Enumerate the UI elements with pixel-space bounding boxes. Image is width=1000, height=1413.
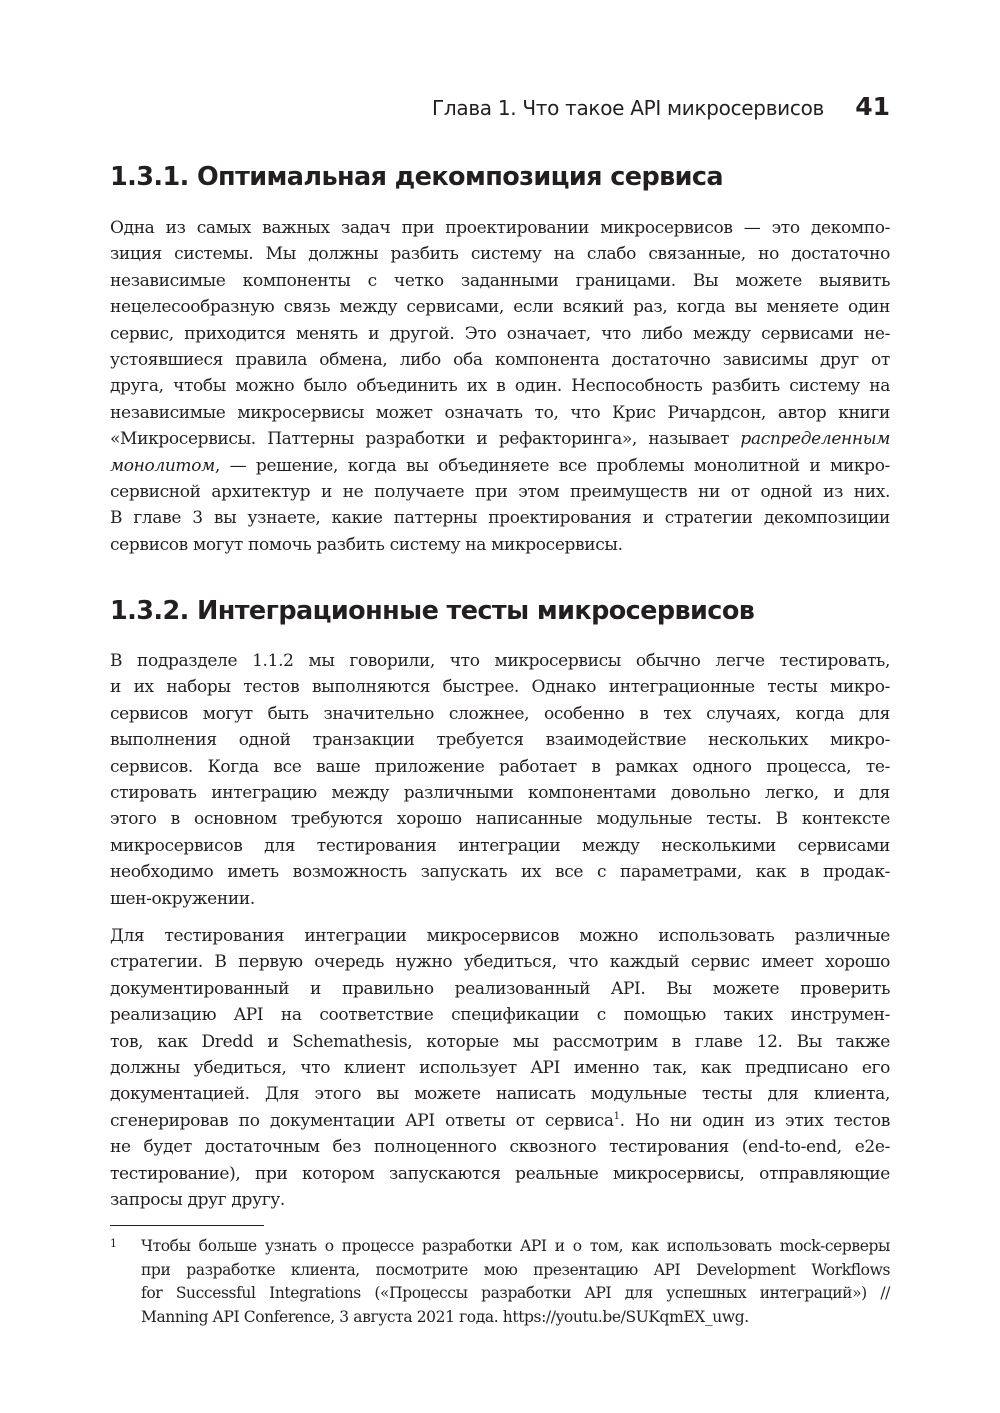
footnote-line: при разработке клиента, посмотрите мою презентацию API Development Workflows	[141, 1260, 890, 1279]
text-line: документированный и правильно реализованный API. Вы можете проверить	[110, 978, 890, 999]
text-line: должны убедиться, что клиент использует API именно так, как предписано его	[110, 1057, 890, 1078]
text-line: стратегии. В первую очередь нужно убедиться, что каждый сервис имеет хорошо	[110, 952, 890, 973]
text-line: сервисной архитектур и не получаете при этом преимуществ ни от одной из них.	[110, 481, 890, 502]
text-line: тов, как Dredd и Schemathesis, которые мы рассмотрим в главе 12. Вы также	[110, 1031, 890, 1052]
text-line: независимые компоненты с четко заданными границами. Вы можете выявить	[110, 270, 890, 291]
text-line: сервисов могут помочь разбить систему на микросервисы.	[110, 534, 623, 555]
footnote	[110, 1235, 890, 1329]
text-line: В главе 3 вы узнаете, какие паттерны проектирования и стратегии декомпозиции	[110, 508, 890, 529]
text-line: независимые микросервисы может означать то, что Крис Ричардсон, автор книги	[110, 402, 890, 423]
text-line: стировать интеграцию между различными компонентами довольно легко, и для	[110, 782, 890, 803]
text-line: друга, чтобы можно было объединить их в один. Неспособность разбить систему на	[110, 376, 890, 397]
text-line: зиция системы. Мы должны разбить систему на слабо связанные, но достаточно	[110, 244, 890, 265]
text-line: этого в основном требуются хорошо написанные модульные тесты. В контексте	[110, 809, 890, 830]
text-line: В подразделе 1.1.2 мы говорили, что микросервисы обычно легче тестировать,	[110, 651, 890, 671]
footnote-text	[141, 1235, 890, 1329]
footnote-line: for Successful Integrations («Процессы разработки API для успешных интеграций») //	[141, 1284, 890, 1302]
paragraph-decomposition	[110, 215, 890, 558]
text-run: , — решение, когда вы объединяете все проблемы монолитной и микро-	[214, 455, 890, 476]
paragraph-integration-tests	[110, 648, 890, 912]
text-line: документацией. Для этого вы можете написать модульные тесты для клиента,	[110, 1084, 890, 1105]
paragraph-integration-strategies	[110, 923, 890, 1213]
text-line	[110, 426, 890, 452]
text-line: необходимо иметь возможность запускать их все с параметрами, как в продак-	[110, 862, 890, 883]
text-line: и их наборы тестов выполняются быстрее. Однако интеграционные тесты микро-	[110, 677, 890, 698]
text-line: сервис, приходится менять и другой. Это означает, что либо между сервисами не-	[110, 323, 890, 344]
text-line	[110, 1108, 890, 1134]
text-line: тестирование), при котором запускаются реальные микросервисы, отправляющие	[110, 1163, 890, 1184]
footnote-mark: 1	[110, 1237, 117, 1250]
text-line: выполнения одной транзакции требуется взаимодействие нескольких микро-	[110, 730, 890, 751]
section-heading-1-3-2: 1.3.2. Интеграционные тесты микросервисов	[110, 596, 755, 626]
text-line: сервисов могут быть значительно сложнее, особенно в тех случаях, когда для	[110, 703, 890, 724]
text-line: реализацию API на соответствие спецификации с помощью таких инструмен-	[110, 1005, 890, 1026]
footnote-line: Manning API Conference, 3 августа 2021 года. https://youtu.be/SUKqmEX_uwg.	[141, 1307, 749, 1326]
text-line: Одна из самых важных задач при проектировании микросервисов — это декомпо-	[110, 218, 890, 238]
page-number: 41	[855, 92, 890, 121]
text-run: «Микросервисы. Паттерны разработки и рефакторинга», называет	[110, 429, 741, 450]
text-line: сервисов. Когда все ваше приложение работает в рамках одного процесса, те-	[110, 756, 890, 777]
text-line: микросервисов для тестирования интеграции между несколькими сервисами	[110, 835, 890, 856]
footnote-line: Чтобы больше узнать о процессе разработки API и о том, как использовать mock-серверы	[141, 1237, 890, 1255]
text-line: нецелесообразную связь между сервисами, если всякий раз, когда вы меняете один	[110, 297, 890, 318]
text-run: сгенерировав по документации API ответы от сервиса	[110, 1110, 614, 1131]
text-line: шен-окружении.	[110, 888, 255, 909]
footnote-divider	[110, 1225, 264, 1226]
chapter-title: Глава 1. Что такое API микросервисов	[431, 96, 824, 120]
footnote-reference[interactable]: 1	[613, 1110, 620, 1122]
italic-term: монолитом	[110, 455, 215, 476]
section-heading-1-3-1: 1.3.1. Оптимальная декомпозиция сервиса	[110, 162, 724, 192]
text-line	[110, 453, 890, 479]
text-line: запросы друг другу.	[110, 1189, 285, 1210]
running-header	[110, 92, 890, 126]
text-line: Для тестирования интеграции микросервисов можно использовать различные	[110, 926, 890, 946]
italic-term: распределенным	[740, 429, 890, 450]
text-line: устоявшиеся правила обмена, либо оба компонента достаточно зависимы друг от	[110, 349, 890, 370]
text-run: . Но ни один из этих тестов	[619, 1110, 890, 1131]
text-line: не будет достаточным без полноценного сквозного тестирования (end-to-end, e2e-	[110, 1137, 890, 1158]
